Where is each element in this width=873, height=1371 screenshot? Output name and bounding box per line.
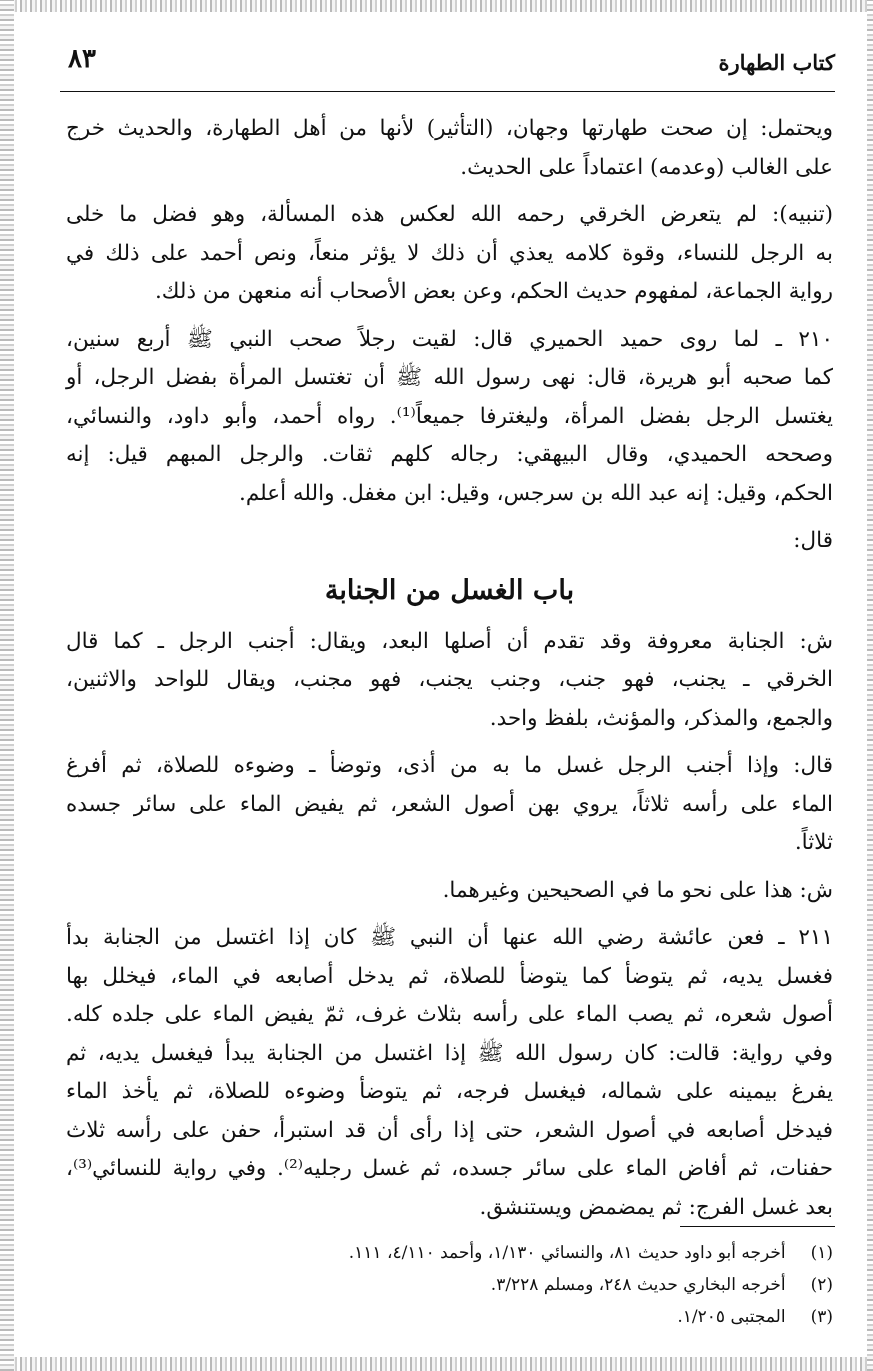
text-line: كما صحبه أبو هريرة، قال: نهى رسول الله ﷺ أن تغتسل المرأة بفضل الرجل، أو bbox=[66, 365, 833, 390]
text-line: فيدخل أصابعه في أصول الشعر، حتى إذا رأى أن قد استبرأ، حفن على رأسه ثلاث bbox=[66, 1117, 833, 1143]
footnotes bbox=[200, 1237, 833, 1333]
text-line: الحكم، وقيل: إنه عبد الله بن سرجس، وقيل: ابن مغفل. والله أعلم. bbox=[239, 480, 833, 506]
main-text bbox=[66, 110, 833, 1236]
text-line: الماء على رأسه ثلاثاً، يروي بهن أصول الشعر، ثم يفيض الماء على سائر جسده bbox=[66, 791, 833, 817]
text-line: قال: وإذا أجنب الرجل غسل ما به من أذى، وتوضأ ـ وضوءه للصلاة، ثم أفرغ bbox=[66, 753, 833, 778]
paragraph bbox=[66, 919, 833, 1227]
text-line: ثلاثاً. bbox=[794, 830, 833, 855]
text-line: (تنبيه): لم يتعرض الخرقي رحمه الله لعكس هذه المسألة، وهو فضل ما خلى bbox=[66, 202, 833, 227]
footnote bbox=[200, 1301, 833, 1333]
footnote-text: المجتبى ١/٢٠٥. bbox=[677, 1307, 786, 1327]
paragraph bbox=[66, 747, 833, 863]
paragraph bbox=[66, 623, 833, 739]
text-line: به الرجل للنساء، وقوة كلامه يعذي أن ذلك لا يؤثر منعاً، ونص أحمد على ذلك في bbox=[66, 240, 833, 266]
text-line: بعد غسل الفرج: ثم يمضمض ويستنشق. bbox=[479, 1194, 833, 1220]
text-line: يفرغ بيمينه على شماله، فيغسل فرجه، ثم يتوضأ وضوءه للصلاة، ثم يأخذ الماء bbox=[66, 1079, 833, 1104]
paragraph bbox=[66, 321, 833, 514]
footnote-divider bbox=[680, 1226, 835, 1227]
page-header bbox=[60, 44, 835, 84]
text-line: الخرقي ـ يجنب، فهو جنب، وجنب يجنب، فهو مجنب، ويقال للواحد والاثنين، bbox=[66, 667, 833, 692]
text-line: حفنات، ثم أفاض الماء على سائر جسده، ثم غسل رجليه⁽²⁾. وفي رواية للنسائي⁽³⁾، bbox=[66, 1156, 833, 1181]
text-line: وصححه الحميدي، وقال البيهقي: رجاله كلهم ثقات. والرجل المبهم قيل: إنه bbox=[66, 442, 833, 467]
section-title: باب الغسل من الجنابة bbox=[324, 574, 575, 606]
paragraph bbox=[66, 872, 833, 911]
text-line: ويحتمل: إن صحت طهارتها وجهان، (التأثير) لأنها من أهل الطهارة، والحديث خرج bbox=[66, 116, 833, 141]
text-line: يغتسل الرجل بفضل المرأة، وليغترفا جميعاً⁽¹⁾. رواه أحمد، وأبو داود، والنسائي، bbox=[66, 403, 833, 429]
footnote-text: أخرجه أبو داود حديث ٨١، والنسائي ١/١٣٠، وأحمد ٤/١١٠، ١١١. bbox=[348, 1243, 786, 1263]
text-line: ش: الجنابة معروفة وقد تقدم أن أصلها البعد، ويقال: أجنب الرجل ـ كما قال bbox=[66, 628, 833, 654]
text-line: والجمع، والمذكر، والمؤنث، بلفظ واحد. bbox=[489, 705, 833, 731]
page-border-left bbox=[0, 0, 14, 1371]
footnote bbox=[200, 1269, 833, 1301]
text-line: فغسل يديه، ثم يتوضأ كما يتوضأ للصلاة، ثم يدخل أصابعه في الماء، فيخلل بها bbox=[66, 963, 833, 989]
page-border-right bbox=[867, 0, 873, 1371]
text-line: قال: bbox=[793, 528, 833, 553]
paragraph bbox=[66, 110, 833, 187]
running-title: كتاب الطهارة bbox=[718, 50, 835, 75]
page-border-bottom bbox=[0, 1357, 873, 1371]
text-line: ٢١٠ ـ لما روى حميد الحميري قال: لقيت رجلاً صحب النبي ﷺ أربع سنين، bbox=[66, 326, 833, 352]
text-line: وفي رواية: قالت: كان رسول الله ﷺ إذا اغتسل من الجنابة يبدأ فيغسل يديه، ثم bbox=[66, 1040, 833, 1066]
text-line: ٢١١ ـ فعن عائشة رضي الله عنها أن النبي ﷺ كان إذا اغتسل من الجنابة بدأ bbox=[66, 925, 833, 950]
text-line: أصول شعره، ثم يصب الماء على رأسه بثلاث غرف، ثمّ يفيض الماء على جلده كله. bbox=[66, 1002, 833, 1027]
paragraph bbox=[66, 522, 833, 561]
text-line: على الغالب (وعدمه) اعتماداً على الحديث. bbox=[460, 154, 833, 180]
footnote bbox=[200, 1237, 833, 1269]
text-line: ش: هذا على نحو ما في الصحيحين وغيرهما. bbox=[442, 877, 833, 903]
paragraph bbox=[66, 196, 833, 312]
text-line: رواية الجماعة، لمفهوم حديث الحكم، وعن بعض الأصحاب أنه منعهن من ذلك. bbox=[154, 279, 833, 304]
footnote-number: (٣) bbox=[810, 1307, 833, 1327]
footnote-number: (١) bbox=[810, 1243, 833, 1263]
page-border-top bbox=[0, 0, 873, 12]
page-number: ٨٣ bbox=[68, 44, 96, 74]
footnote-number: (٢) bbox=[810, 1275, 833, 1295]
footnote-text: أخرجه البخاري حديث ٢٤٨، ومسلم ٣/٢٢٨. bbox=[490, 1275, 786, 1295]
header-divider bbox=[60, 91, 835, 92]
